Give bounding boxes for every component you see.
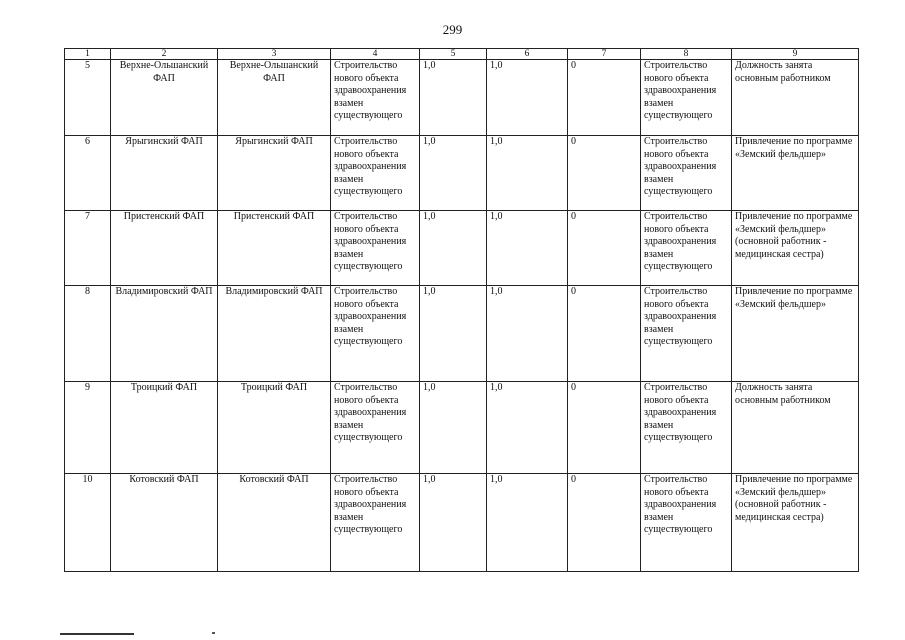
result-text: Строительство нового объекта здравоохранения взамен существующего	[641, 286, 732, 382]
staffing-text: Привлечение по программе «Земский фельдшер» (основной работник - медицинская сестра)	[732, 211, 859, 286]
value-col5: 1,0	[420, 136, 487, 211]
value-col5: 1,0	[420, 286, 487, 382]
value-col5: 1,0	[420, 211, 487, 286]
table-row	[65, 474, 859, 572]
value-col5: 1,0	[420, 60, 487, 136]
result-text: Строительство нового объекта здравоохранения взамен существующего	[641, 211, 732, 286]
facility-name: Верхне-Ольшанский ФАП	[111, 60, 218, 136]
planned-work: Строительство нового объекта здравоохранения взамен существующего	[331, 474, 420, 572]
result-text: Строительство нового объекта здравоохранения взамен существующего	[641, 136, 732, 211]
row-number: 10	[65, 474, 111, 572]
facilities-table	[64, 48, 859, 572]
value-col5: 1,0	[420, 382, 487, 474]
value-col6: 1,0	[487, 211, 568, 286]
staffing-text: Привлечение по программе «Земский фельдшер»	[732, 286, 859, 382]
header-cell: 5	[420, 49, 487, 60]
value-col6: 1,0	[487, 286, 568, 382]
header-cell: 7	[568, 49, 641, 60]
table-row	[65, 60, 859, 136]
staffing-text: Должность занята основным работником	[732, 382, 859, 474]
header-cell: 6	[487, 49, 568, 60]
value-col6: 1,0	[487, 136, 568, 211]
facility-name: Пристенский ФАП	[111, 211, 218, 286]
header-row	[65, 49, 859, 60]
staffing-text: Привлечение по программе «Земский фельдшер» (основной работник - медицинская сестра)	[732, 474, 859, 572]
planned-work: Строительство нового объекта здравоохранения взамен существующего	[331, 286, 420, 382]
row-number: 8	[65, 286, 111, 382]
staffing-text: Привлечение по программе «Земский фельдшер»	[732, 136, 859, 211]
planned-work: Строительство нового объекта здравоохранения взамен существующего	[331, 60, 420, 136]
planned-work: Строительство нового объекта здравоохранения взамен существующего	[331, 136, 420, 211]
table-row	[65, 286, 859, 382]
row-number: 6	[65, 136, 111, 211]
row-number: 9	[65, 382, 111, 474]
facility-name-new: Котовский ФАП	[218, 474, 331, 572]
facility-name-new: Пристенский ФАП	[218, 211, 331, 286]
result-text: Строительство нового объекта здравоохранения взамен существующего	[641, 382, 732, 474]
row-number: 5	[65, 60, 111, 136]
value-col6: 1,0	[487, 474, 568, 572]
facility-name: Троицкий ФАП	[111, 382, 218, 474]
header-cell: 8	[641, 49, 732, 60]
footer-rule	[60, 633, 134, 635]
facility-name: Ярыгинский ФАП	[111, 136, 218, 211]
header-cell: 2	[111, 49, 218, 60]
staffing-text: Должность занята основным работником	[732, 60, 859, 136]
page-number: 299	[442, 22, 463, 37]
header-cell: 9	[732, 49, 859, 60]
result-text: Строительство нового объекта здравоохранения взамен существующего	[641, 60, 732, 136]
value-col7: 0	[568, 286, 641, 382]
facility-name: Котовский ФАП	[111, 474, 218, 572]
header-cell: 4	[331, 49, 420, 60]
facility-name: Владимировский ФАП	[111, 286, 218, 382]
value-col7: 0	[568, 60, 641, 136]
result-text: Строительство нового объекта здравоохранения взамен существующего	[641, 474, 732, 572]
facility-name-new: Троицкий ФАП	[218, 382, 331, 474]
value-col7: 0	[568, 474, 641, 572]
header-cell: 3	[218, 49, 331, 60]
planned-work: Строительство нового объекта здравоохранения взамен существующего	[331, 211, 420, 286]
facility-name-new: Владимировский ФАП	[218, 286, 331, 382]
value-col7: 0	[568, 136, 641, 211]
table-row	[65, 211, 859, 286]
facility-name-new: Верхне-Ольшанский ФАП	[218, 60, 331, 136]
facility-name-new: Ярыгинский ФАП	[218, 136, 331, 211]
value-col6: 1,0	[487, 60, 568, 136]
footer-mark	[212, 632, 215, 634]
table-row	[65, 136, 859, 211]
header-cell: 1	[65, 49, 111, 60]
value-col7: 0	[568, 211, 641, 286]
value-col6: 1,0	[487, 382, 568, 474]
value-col5: 1,0	[420, 474, 487, 572]
planned-work: Строительство нового объекта здравоохранения взамен существующего	[331, 382, 420, 474]
table-row	[65, 382, 859, 474]
row-number: 7	[65, 211, 111, 286]
value-col7: 0	[568, 382, 641, 474]
